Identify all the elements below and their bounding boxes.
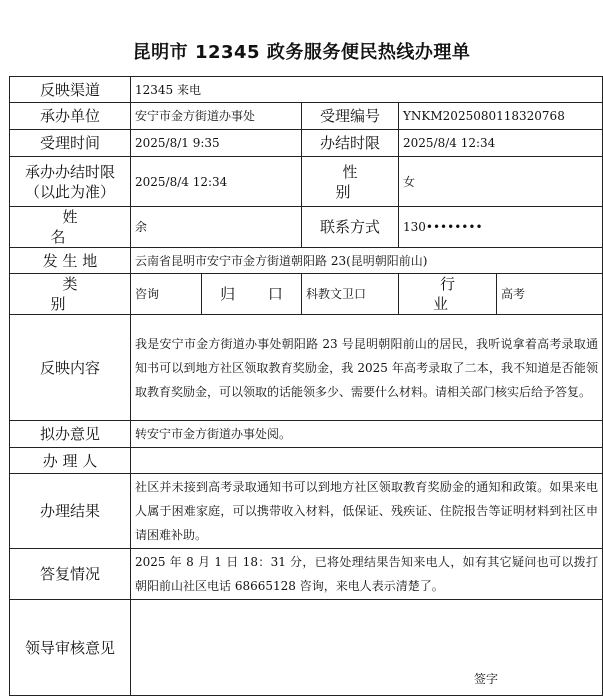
row-opinion xyxy=(10,421,603,448)
row-content xyxy=(10,315,603,421)
row-leader xyxy=(10,600,603,696)
row-channel xyxy=(10,77,603,103)
row-accept-time xyxy=(10,130,603,157)
industry-label: 行 业 xyxy=(399,274,497,315)
channel-label: 反映渠道 xyxy=(10,77,131,103)
row-unit xyxy=(10,103,603,130)
row-category xyxy=(10,274,603,315)
reply-label: 答复情况 xyxy=(10,549,131,600)
unit-value: 安宁市金方街道办事处 xyxy=(131,103,302,130)
row-reply xyxy=(10,549,603,600)
result-label: 办理结果 xyxy=(10,474,131,549)
category-label: 类 别 xyxy=(10,274,131,315)
opinion-value: 转安宁市金方街道办事处阅。 xyxy=(131,421,603,448)
name-value: 余 xyxy=(131,207,302,248)
attribution-label: 归 口 xyxy=(202,274,302,315)
contact-value: 130•••••••• xyxy=(399,207,603,248)
row-handler xyxy=(10,448,603,474)
name-label: 姓 名 xyxy=(10,207,131,248)
category-value: 咨询 xyxy=(131,274,202,315)
reply-value: 2025 年 8 月 1 日 18：31 分，已将处理结果告知来电人，如有其它疑问也可以拨打朝阳前山社区电话 68665128 咨询，来电人表示清楚了。 xyxy=(131,549,603,600)
content-value: 我是安宁市金方街道办事处朝阳路 23 号昆明朝阳前山的居民，我听说拿着高考录取通知书可以到地方社区领取教育奖励金，我 2025 年高考录取了二本，我不知道是否能领取教育奖励金，可以领取的话能领多少、需要什么材料。请相关部门核实后给予答复。 xyxy=(131,315,603,421)
handler-label: 办 理 人 xyxy=(10,448,131,474)
row-name xyxy=(10,207,603,248)
deadline-label xyxy=(10,157,131,207)
location-value: 云南省昆明市安宁市金方街道朝阳路 23(昆明朝阳前山) xyxy=(131,248,603,274)
industry-value: 高考 xyxy=(497,274,603,315)
opinion-label: 拟办意见 xyxy=(10,421,131,448)
accept-time-label: 受理时间 xyxy=(10,130,131,157)
result-value: 社区并未接到高考录取通知书可以到地方社区领取教育奖励金的通知和政策。如果来电人属于困难家庭，可以携带收入材料，低保证、残疾证、住院报告等证明材料到社区申请困难补助。 xyxy=(131,474,603,549)
leader-label: 领导审核意见 xyxy=(10,600,131,696)
ticket-no-value: YNKM20250801183207​68 xyxy=(399,103,603,130)
close-limit-label: 办结时限 xyxy=(302,130,399,157)
row-deadline xyxy=(10,157,603,207)
channel-value: 12345 来电 xyxy=(131,77,603,103)
close-limit-value: 2025/8/4 12:34 xyxy=(399,130,603,157)
location-label: 发 生 地 xyxy=(10,248,131,274)
unit-label: 承办单位 xyxy=(10,103,131,130)
content-label: 反映内容 xyxy=(10,315,131,421)
contact-label: 联系方式 xyxy=(302,207,399,248)
handler-value xyxy=(131,448,603,474)
signature-label: 签字 xyxy=(473,672,498,686)
deadline-label-line1: 承办办结时限 xyxy=(24,162,115,181)
form-table xyxy=(9,76,603,696)
row-location xyxy=(10,248,603,274)
deadline-value: 2025/8/4 12:34 xyxy=(131,157,302,207)
ticket-no-label: 受理编号 xyxy=(302,103,399,130)
deadline-label-line2: （以此为准） xyxy=(24,182,115,201)
leader-opinion-area xyxy=(131,600,603,696)
attribution-value: 科教文卫口 xyxy=(302,274,399,315)
accept-time-value: 2025/8/1 9:35 xyxy=(131,130,302,157)
row-result xyxy=(10,474,603,549)
gender-label: 性 别 xyxy=(302,157,399,207)
gender-value: 女 xyxy=(399,157,603,207)
form-title: 昆明市 12345 政务服务便民热线办理单 xyxy=(132,42,471,63)
